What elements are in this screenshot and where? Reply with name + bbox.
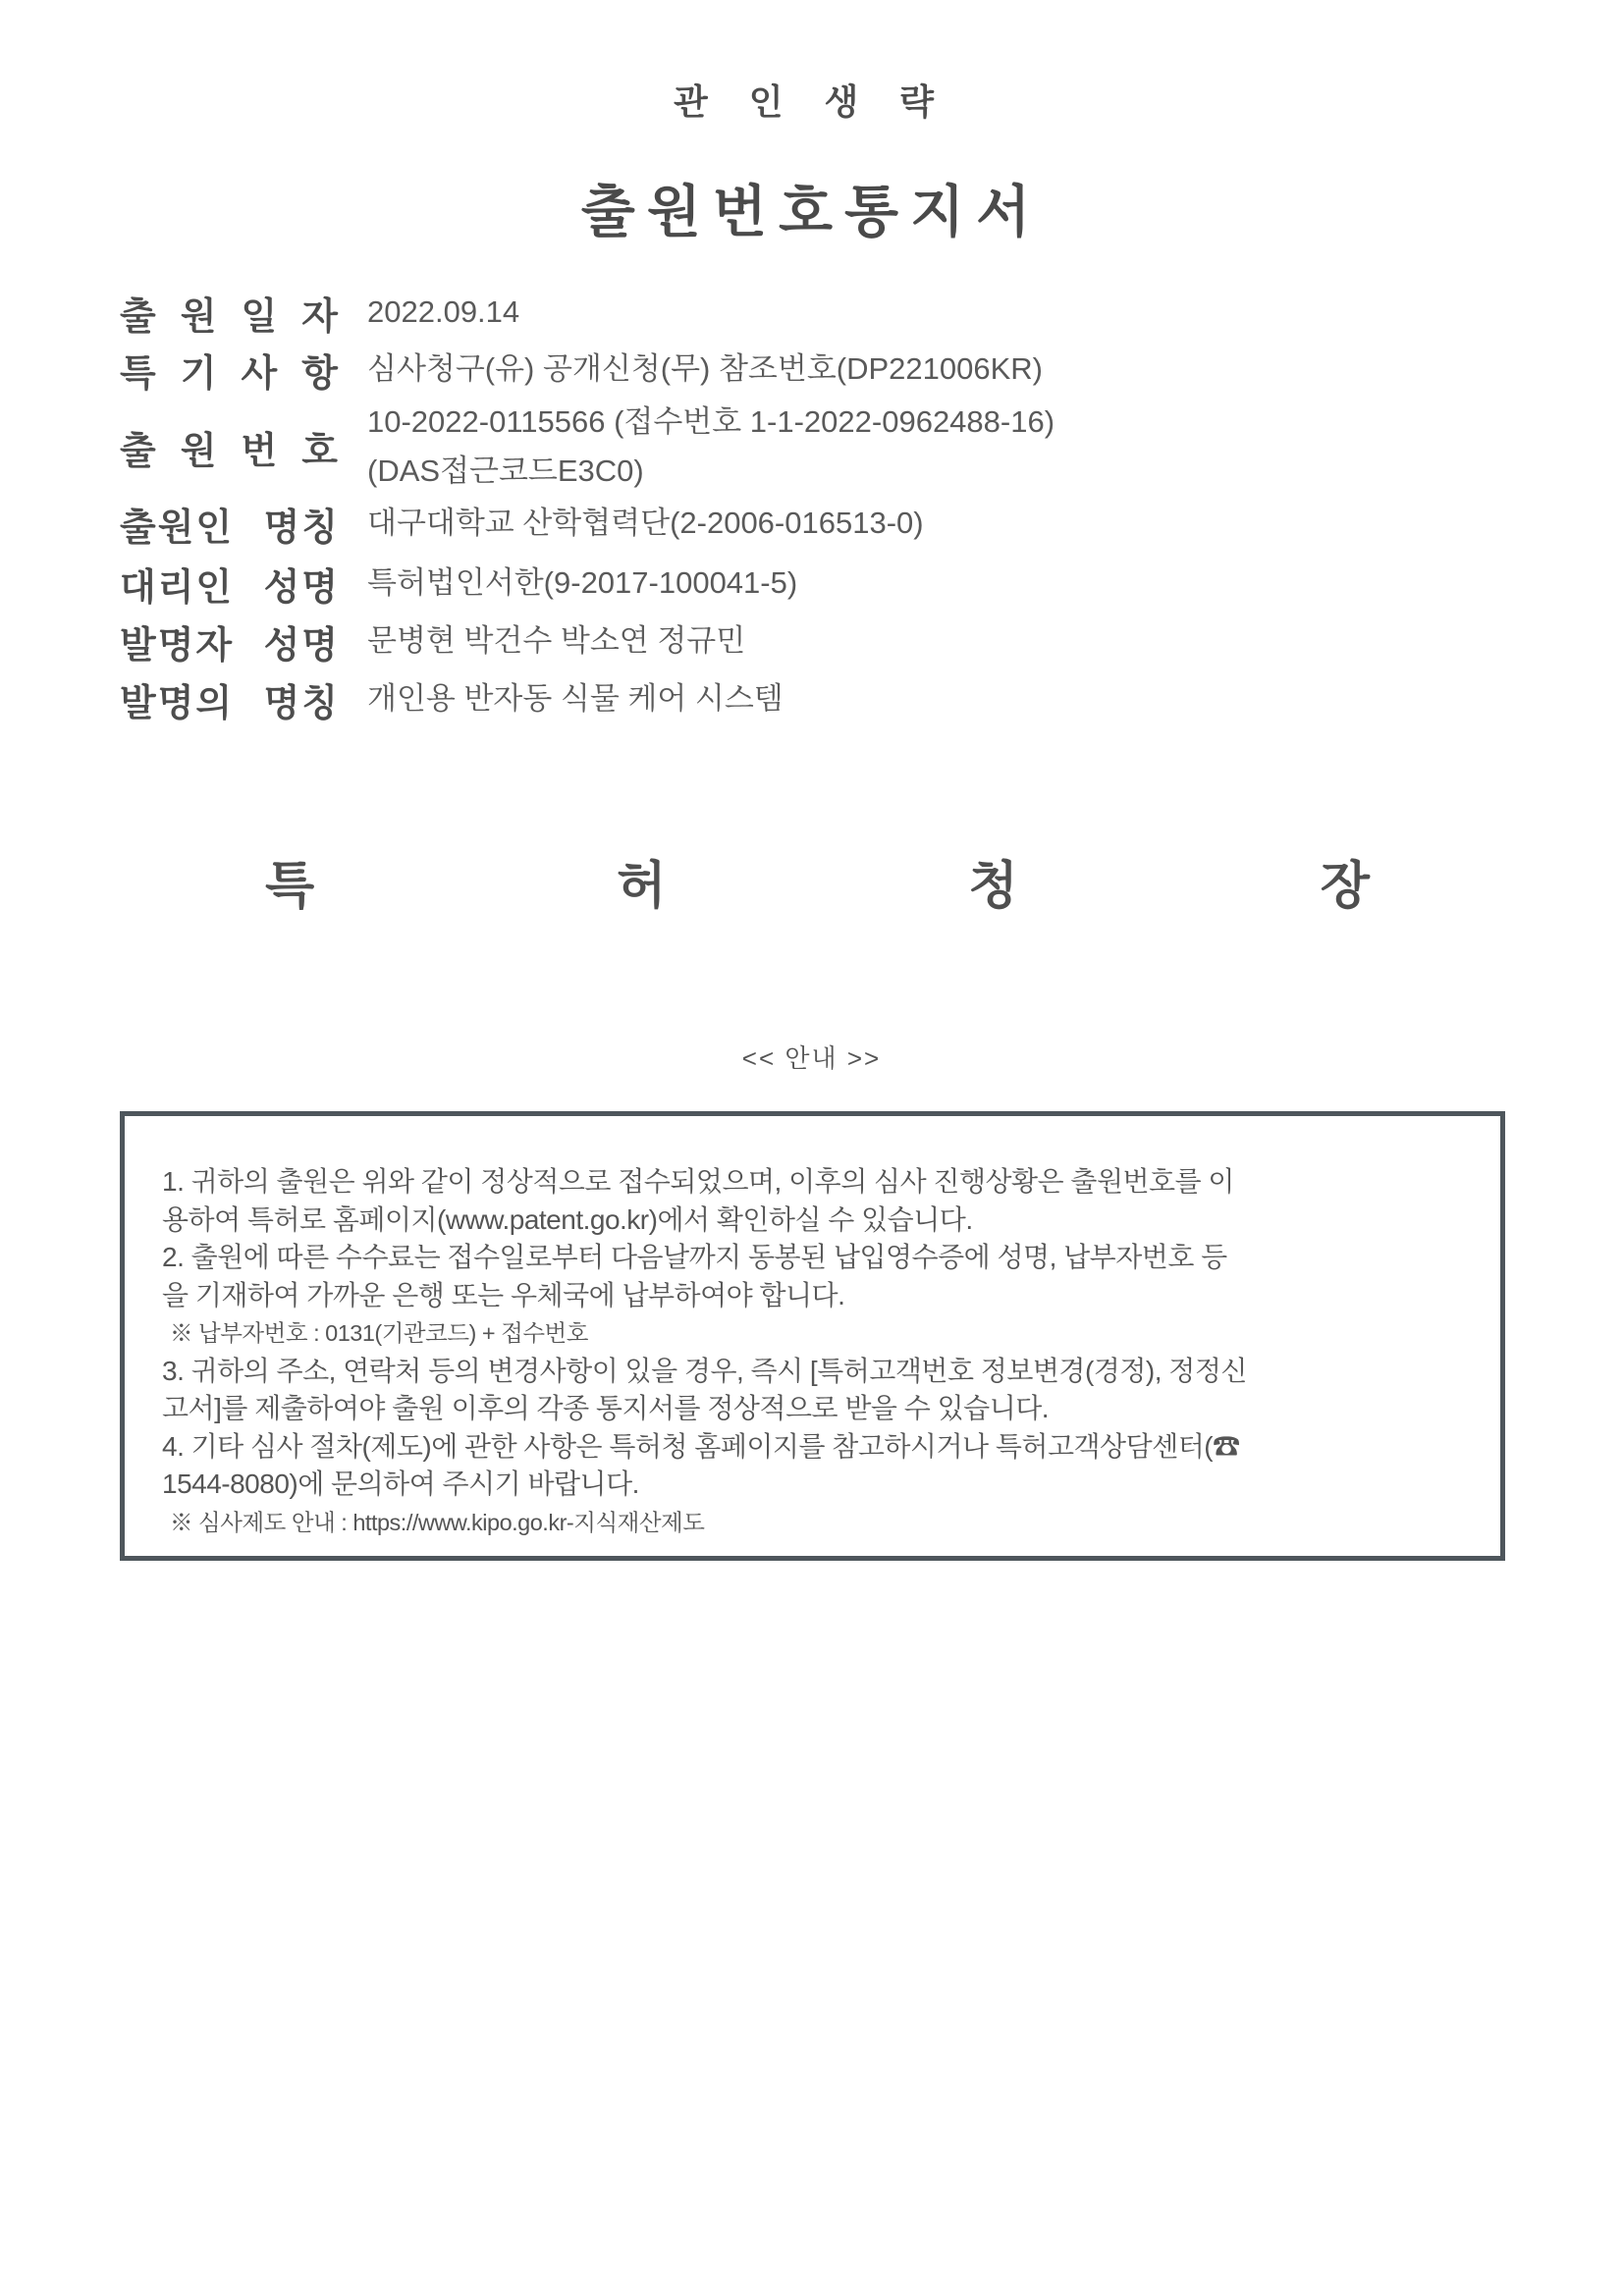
official-seal-omitted-note: 관 인 생 략 — [673, 81, 950, 122]
commissioner-of-kipo-signature — [265, 844, 1370, 918]
notice-line-3: 2. 출원에 따른 수수료는 접수일로부터 다음날까지 동봉된 납입영수증에 성명, 납부자번호 등 — [162, 1242, 1227, 1272]
inventor-name-label: 발명자 성명 — [120, 624, 340, 667]
agent-name-value: 특허법인서한(9-2017-100041-5) — [367, 565, 798, 600]
notice-line-1: 1. 귀하의 출원은 위와 같이 정상적으로 접수되었으며, 이후의 심사 진행상황은 출원번호를 이 — [162, 1166, 1234, 1197]
notice-section-heading: << 안내 >> — [741, 1043, 882, 1073]
invention-title-value: 개인용 반자동 식물 케어 시스템 — [367, 681, 784, 716]
filing-date-value: 2022.09.14 — [367, 294, 520, 329]
signature-char-2: 허 — [617, 858, 667, 915]
field-row-application-number — [120, 398, 1564, 496]
applicant-name-label: 출원인 명칭 — [120, 507, 340, 549]
inventor-name-value: 문병현 박건수 박소연 정규민 — [367, 623, 746, 658]
notice-line-7: 4. 기타 심사 절차(제도)에 관한 사항은 특허청 홈페이지를 참고하시거나 특허고객상담센터(☎ — [162, 1430, 1240, 1462]
field-row-applicant-name — [120, 500, 1564, 547]
notice-box — [120, 1111, 1505, 1561]
notice-line-5: 3. 귀하의 주소, 연락처 등의 변경사항이 있을 경우, 즉시 [특허고객번호 정보변경(경정), 정정신 — [162, 1355, 1247, 1386]
notice-line-6: 고서]를 제출하여야 출원 이후의 각종 통지서를 정상적으로 받을 수 있습니다. — [162, 1393, 1050, 1423]
field-row-invention-title — [120, 675, 1564, 722]
signature-char-4: 장 — [1320, 858, 1370, 915]
field-row-inventor-name — [120, 617, 1564, 665]
applicant-name-value: 대구대학교 산학협력단(2-2006-016513-0) — [367, 506, 924, 540]
application-number-line2: (DAS접근코드E3C0) — [367, 454, 644, 488]
agent-name-label: 대리인 성명 — [120, 566, 340, 609]
signature-char-3: 청 — [968, 858, 1018, 915]
application-number-label: 출 원 번 호 — [120, 430, 340, 472]
special-notes-value: 심사청구(유) 공개신청(무) 참조번호(DP221006KR) — [367, 351, 1043, 386]
field-row-agent-name — [120, 560, 1564, 607]
field-row-special-notes — [120, 346, 1564, 393]
notice-line-2: 용하여 특허로 홈페이지(www.patent.go.kr)에서 확인하실 수 있습니다. — [162, 1203, 973, 1235]
invention-title-label: 발명의 명칭 — [120, 682, 340, 724]
notice-line-8: 1544-8080)에 문의하여 주시기 바랍니다. — [162, 1468, 639, 1499]
filing-date-label: 출 원 일 자 — [120, 295, 340, 338]
signature-char-1: 특 — [265, 858, 315, 915]
notice-line-exam-system-note: ※ 심사제도 안내 : https://www.kipo.go.kr-지식재산제도 — [170, 1509, 705, 1535]
notice-line-4: 을 기재하여 가까운 은행 또는 우체국에 납부하여야 합니다. — [162, 1279, 845, 1310]
document-title: 출원번호통지서 — [580, 181, 1043, 243]
application-number-value — [367, 398, 1055, 496]
application-number-line1: 10-2022-0115566 (접수번호 1-1-2022-0962488-16) — [367, 404, 1055, 439]
notice-line-payer-number-note: ※ 납부자번호 : 0131(기관코드) + 접수번호 — [170, 1320, 588, 1346]
special-notes-label: 특 기 사 항 — [120, 352, 340, 395]
field-row-filing-date — [120, 289, 1564, 336]
